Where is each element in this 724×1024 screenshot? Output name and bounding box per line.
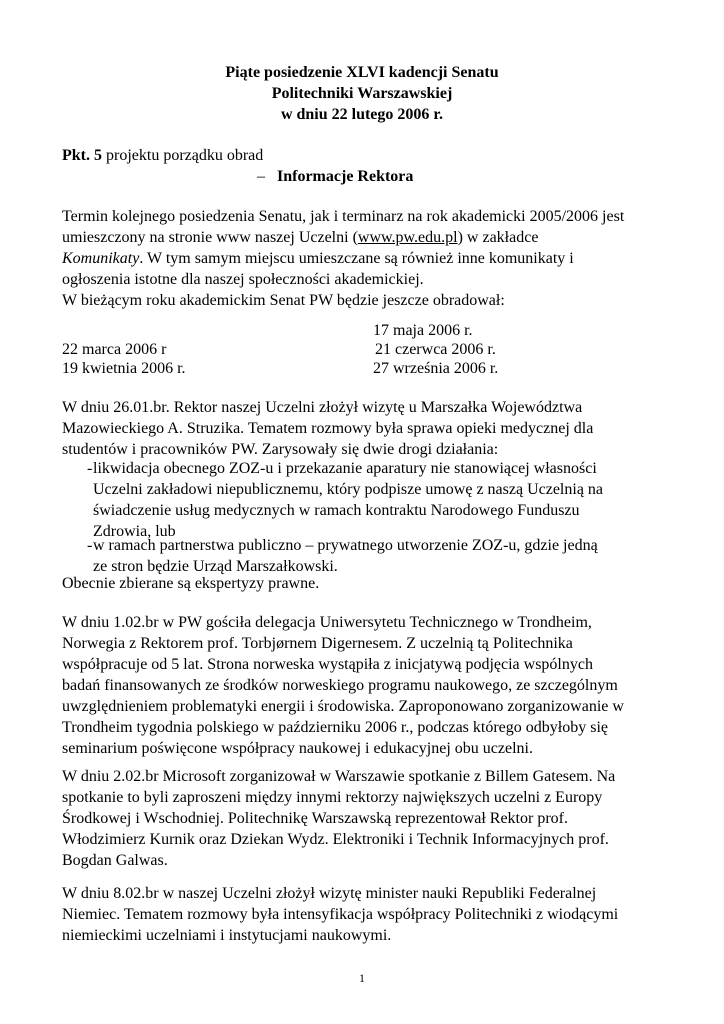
list-item-text	[93, 458, 603, 542]
text-line: w ramach partnerstwa publiczno – prywatnego utworzenie ZOZ-u, gdzie jedną	[93, 537, 598, 554]
text-line	[62, 248, 672, 269]
text-line: ze stron będzie Urząd Marszałkowski.	[93, 558, 338, 575]
text-line: seminarium poświęcone współpracy naukowej i edukacyjnej obu uczelni.	[62, 740, 533, 757]
list-dash: -	[87, 460, 93, 477]
text-line: W dniu 8.02.br w naszej Uczelni złożył wizytę minister nauki Republiki Federalnej	[62, 885, 597, 902]
text-line: świadczenie usług medycznych w ramach kontraktu Narodowego Funduszu	[93, 502, 580, 519]
text-line: studentów i pracowników PW. Zarysowały się dwie drogi działania:	[62, 441, 499, 458]
date-september: 27 września 2006 r.	[373, 360, 499, 377]
website-link[interactable]: www.pw.edu.pl	[357, 229, 458, 246]
text-line: niemieckimi uczelniami i instytucjami naukowymi.	[62, 927, 392, 944]
text-line: W dniu 1.02.br w PW gościła delegacja Uniwersytetu Technicznego w Trondheim,	[62, 614, 592, 631]
text-line: Uczelni zakładowi niepublicznemu, który podpisze umowę z naszą Uczelnią na	[93, 481, 604, 498]
text-line: Mazowieckiego A. Struzika. Tematem rozmowy była sprawa opieki medycznej dla	[62, 420, 594, 437]
list-item-text	[93, 535, 598, 577]
text-line: badań finansowanych ze środków norweskiego programu naukowego, ze szczególnym	[62, 677, 618, 694]
text-line: Termin kolejnego posiedzenia Senatu, jak i terminarz na rok akademicki 2005/2006 jest	[62, 208, 625, 225]
agenda-subtitle	[257, 166, 413, 187]
text-line: W bieżącym roku akademickim Senat PW będzie jeszcze obradował:	[62, 292, 505, 309]
text-segment: ) w zakładce	[457, 229, 539, 246]
text-line: ogłoszenia istotne dla naszej społeczności akademickiej.	[62, 271, 424, 288]
paragraph-microsoft	[62, 766, 672, 871]
agenda-dash: –	[257, 168, 265, 185]
date-june: 21 czerwca 2006 r.	[375, 341, 496, 358]
text-line: współpracuje od 5 lat. Strona norweska wystąpiła z inicjatywą podjęcia wspólnych	[62, 656, 593, 673]
title-line-1: Piąte posiedzenie XLVI kadencji Senatu	[225, 64, 499, 81]
title-line-2: Politechniki Warszawskiej	[271, 85, 453, 102]
text-line: likwidacja obecnego ZOZ-u i przekazanie aparatury nie stanowiącej własności	[93, 460, 597, 477]
agenda-point-number: Pkt. 5	[62, 147, 102, 164]
text-line	[62, 227, 672, 248]
page-number: 1	[359, 971, 365, 985]
paragraph-medical-care	[62, 397, 672, 460]
komunikaty-tab-name: Komunikaty	[62, 250, 140, 267]
text-line: Trondheim tygodnia polskiego w październiku 2006 r., podczas którego odbyłoby się	[62, 719, 608, 736]
text-segment: . W tym samym miejscu umieszczane są również inne komunikaty i	[139, 250, 574, 267]
text-line: Niemiec. Tematem rozmowy była intensyfikacja współpracy Politechniki z wiodącymi	[62, 906, 619, 923]
document-title	[0, 62, 724, 125]
date-may: 17 maja 2006 r.	[373, 322, 473, 339]
text-segment: umieszczony na stronie www naszej Uczelni (	[62, 229, 358, 246]
text-line: Obecnie zbierane są ekspertyzy prawne.	[62, 575, 320, 592]
agenda-subtitle-text: Informacje Rektora	[277, 168, 414, 185]
text-line: W dniu 26.01.br. Rektor naszej Uczelni złożył wizytę u Marszałka Województwa	[62, 399, 583, 416]
text-line: spotkanie to byli zaproszeni między innymi rektorzy największych uczelni z Europy	[62, 789, 603, 806]
text-line: Norwegia z Rektorem prof. Torbjørnem Digernesem. Z uczelnią tą Politechnika	[62, 635, 573, 652]
text-line: Zdrowia, lub	[93, 523, 176, 540]
text-line: Środkowej i Wschodniej. Politechnikę Warszawską reprezentował Rektor prof.	[62, 810, 568, 827]
agenda-point-text: projektu porządku obrad	[102, 147, 264, 164]
paragraph-senate-schedule	[62, 206, 672, 311]
text-line: W dniu 2.02.br Microsoft zorganizował w Warszawie spotkanie z Billem Gatesem. Na	[62, 768, 616, 785]
text-line: Bogdan Galwas.	[62, 852, 168, 869]
date-april: 19 kwietnia 2006 r.	[62, 360, 186, 377]
title-line-3: w dniu 22 lutego 2006 r.	[280, 106, 444, 123]
paragraph-german-minister	[62, 883, 672, 946]
list-dash: -	[87, 537, 93, 554]
date-march: 22 marca 2006 r	[62, 341, 167, 358]
text-line: uwzględnieniem problematyki energii i środowiska. Zaproponowano zorganizowanie w	[62, 698, 624, 715]
text-line: Włodzimierz Kurnik oraz Dziekan Wydz. Elektroniki i Technik Informacyjnych prof.	[62, 831, 609, 848]
paragraph-trondheim	[62, 612, 672, 759]
agenda-point	[62, 145, 263, 166]
